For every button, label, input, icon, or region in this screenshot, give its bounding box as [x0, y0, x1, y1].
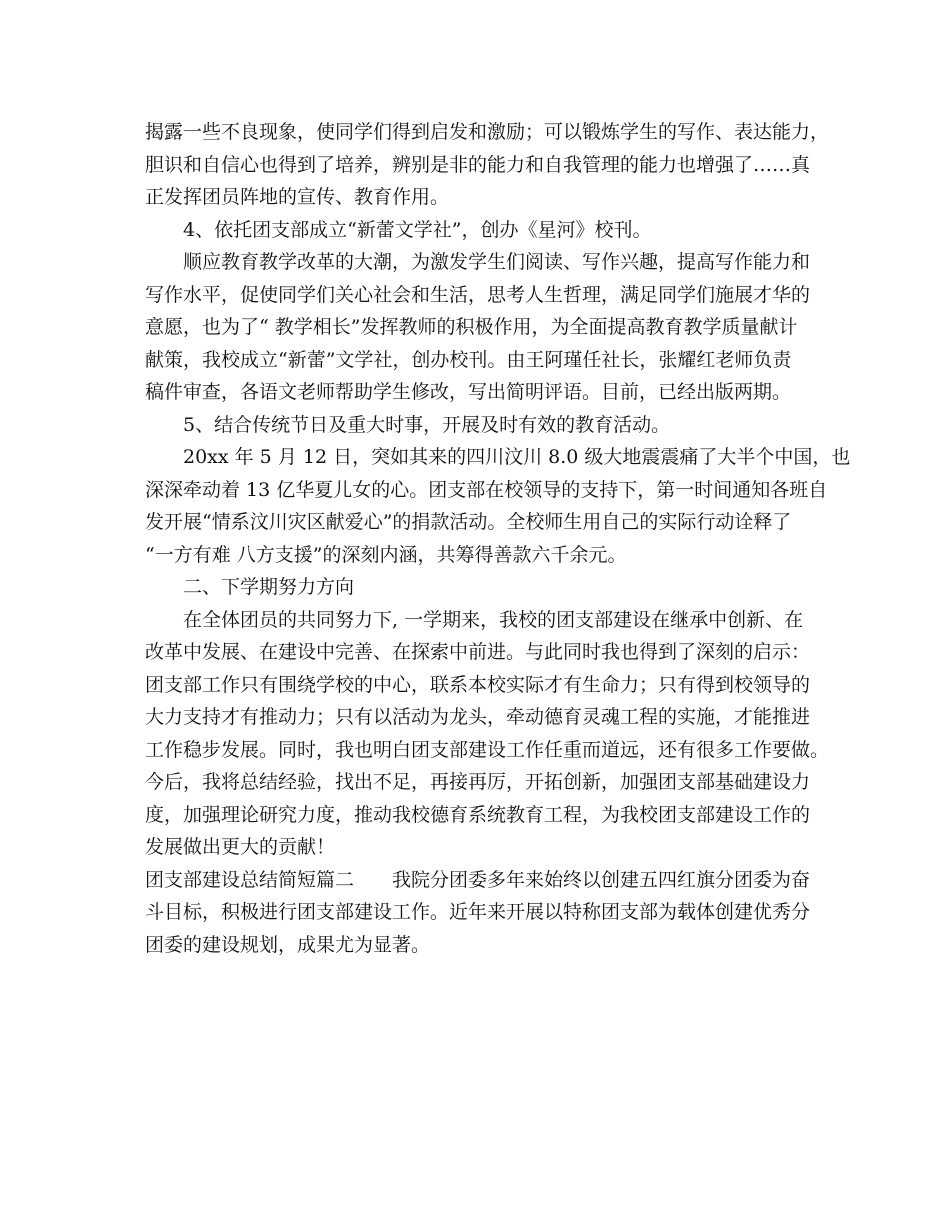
text-line: 大力支持才有推动力；只有以活动为龙头，牵动德育灵魂工程的实施，才能推进	[145, 706, 811, 728]
section-heading: 二、下学期努力方向	[183, 576, 355, 598]
text-line: 发展做出更大的贡献！	[145, 836, 336, 858]
document-body	[145, 116, 851, 961]
text-line: 揭露一些不良现象，使同学们得到启发和激励；可以锻炼学生的写作、表达能力，	[145, 121, 830, 143]
text-line: 正发挥团员阵地的宣传、教育作用。	[145, 186, 450, 208]
text-line: 意愿，也为了“ 教学相长”发挥教师的积极作用，为全面提高教育教学质量献计	[145, 316, 798, 338]
text-line: 写作水平，促使同学们关心社会和生活，思考人生哲理，满足同学们施展才华的	[145, 283, 811, 306]
text-line: 献策，我校成立“新蕾”文学社，创办校刊。由王阿瑾任社长，张耀红老师负责	[145, 348, 792, 371]
text-line: 深深牵动着 13 亿华夏儿女的心。团支部在校领导的支持下，第一时间通知各班自	[145, 478, 828, 501]
text-line: 团支部建设总结简短篇二 我院分团委多年来始终以创建五四红旗分团委为奋	[145, 868, 811, 891]
text-line: 团支部工作只有围绕学校的中心，联系本校实际才有生命力；只有得到校领导的	[145, 673, 811, 696]
text-line: 工作稳步发展。同时，我也明白团支部建设工作任重而道远，还有很多工作要做。	[145, 738, 830, 761]
text-line: 胆识和自信心也得到了培养，辨别是非的能力和自我管理的能力也增强了……真	[145, 153, 811, 176]
text-line: 今后，我将总结经验，找出不足，再接再厉，开拓创新，加强团支部基础建设力	[145, 771, 811, 793]
text-line: 度，加强理论研究力度，推动我校德育系统教育工程，为我校团支部建设工作的	[145, 803, 811, 826]
text-line: 改革中发展、在建设中完善、在探索中前进。与此同时我也得到了深刻的启示：	[145, 641, 811, 663]
section-heading: 5、结合传统节日及重大时事，开展及时有效的教育活动。	[183, 413, 671, 436]
text-line: “一方有难 八方支援”的深刻内涵，共筹得善款六千余元。	[145, 543, 627, 566]
text-line: 发开展“情系汶川灾区献爱心”的捐款活动。全校师生用自己的实际行动诠释了	[145, 511, 792, 533]
text-line: 顺应教育教学改革的大潮，为激发学生们阅读、写作兴趣，提高写作能力和	[183, 251, 811, 273]
text-line: 团委的建设规划，成果尤为显著。	[145, 933, 431, 956]
section-heading: 4、依托团支部成立“新蕾文学社”，创办《星河》校刊。	[183, 218, 652, 241]
text-line: 稿件审查，各语文老师帮助学生修改，写出简明评语。目前，已经出版两期。	[145, 381, 792, 403]
text-line: 在全体团员的共同努力下, 一学期来，我校的团支部建设在继承中创新、在	[183, 608, 804, 631]
text-line: 20xx 年 5 月 12 日，突如其来的四川汶川 8.0 级大地震震痛了大半个中国，也	[183, 446, 851, 468]
text-line: 斗目标，积极进行团支部建设工作。近年来开展以特称团支部为载体创建优秀分	[145, 901, 811, 923]
